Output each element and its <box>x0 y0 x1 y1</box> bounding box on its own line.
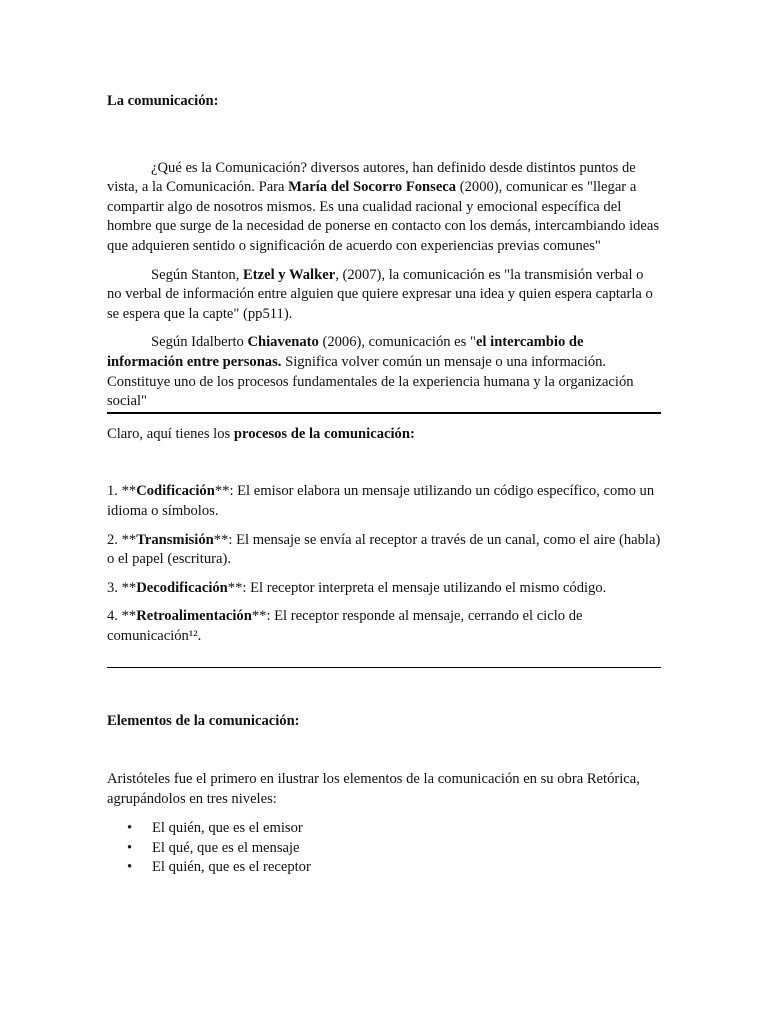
document-body <box>107 92 661 878</box>
author-chiavenato: Chiavenato <box>247 334 319 351</box>
process-item-1: 1. **Codificación**: El emisor elabora un mensaje utilizando un código específico, como un idioma o símbolos. <box>107 483 655 519</box>
elements-intro: Aristóteles fue el primero en ilustrar los elementos de la comunicación en su obra Retórica, agrupándolos en tres niveles: <box>107 771 640 807</box>
heading-elementos: Elementos de la comunicación: <box>107 713 300 730</box>
paragraph-fonseca: ¿Qué es la Comunicación? diversos autores, han definido desde distintos puntos de vista, a la Comunicación. Para María del Socorro Fonseca (2000), comunicar es "llegar a compartir algo de nosotros mismos. Es una cualidad racional y emocional específica del hombre que surge de la necesidad de ponerse en contacto con los demás, intercambiando ideas que adquieren sentido o significación de acuerdo con experiencias previas comunes" <box>107 159 660 254</box>
paragraph-stanton: Según Stanton, Etzel y Walker, (2007), la comunicación es "la transmisión verbal o no verbal de información entre alguien que quiere expresar una idea y quien espera captarla o se espera que la capte" (pp511). <box>107 266 653 322</box>
list-item: • El quién, que es el receptor <box>107 858 661 878</box>
bullet-icon: • <box>127 820 133 837</box>
definition-highlight: el intercambio de información entre personas. <box>107 334 584 370</box>
author-fonseca: María del Socorro Fonseca <box>288 179 457 196</box>
bullet-icon: • <box>127 839 133 856</box>
author-etzel-walker: Etzel y Walker <box>243 266 336 283</box>
processes-intro: Claro, aquí tienes los procesos de la comunicación: <box>107 425 415 442</box>
bullet-icon: • <box>127 859 133 876</box>
process-item-3: 3. **Decodificación**: El receptor interpreta el mensaje utilizando el mismo código. <box>107 579 607 596</box>
list-item: • El qué, que es el mensaje <box>107 839 661 859</box>
list-item: • El quién, que es el emisor <box>107 819 661 839</box>
process-item-4: 4. **Retroalimentación**: El receptor responde al mensaje, cerrando el ciclo de comunicación¹². <box>107 608 583 644</box>
paragraph-chiavenato: Según Idalberto Chiavenato (2006), comunicación es "el intercambio de información entre personas. Significa volver común un mensaje o una información. Constituye uno de los procesos fundamentales de la experiencia humana y la organización social" <box>107 334 634 410</box>
heading-la-comunicacion: La comunicación: <box>107 93 219 109</box>
elements-list <box>107 819 661 878</box>
process-item-2: 2. **Transmisión**: El mensaje se envía al receptor a través de un canal, como el aire (habla) o el papel (escritura). <box>107 531 661 568</box>
